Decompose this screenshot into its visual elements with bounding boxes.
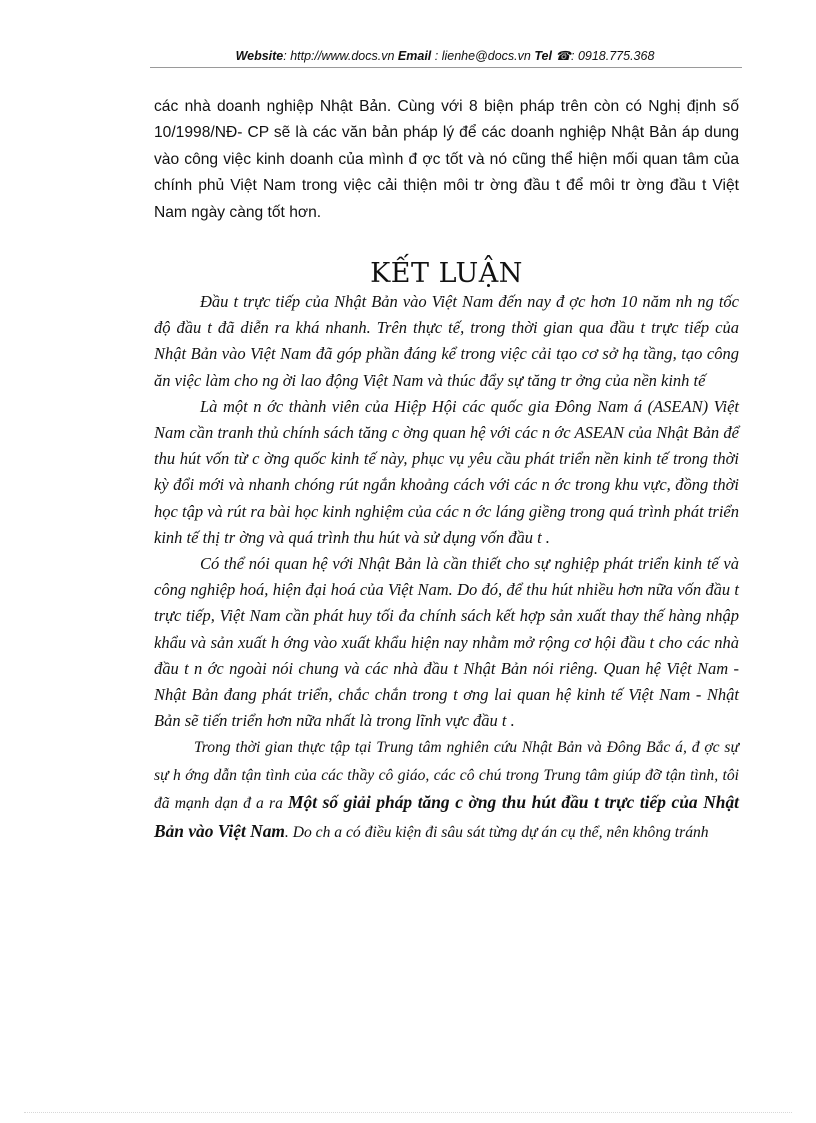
intro-paragraph: các nhà doanh nghiệp Nhật Bản. Cùng với 8 biện pháp trên còn có Nghị định số 10/1998/NĐ- CP sẽ là các văn bản pháp lý để các doanh nghiệp Nhật Bản áp dung vào công việc kinh doanh của mình đ ợc tốt và nó cũng thể hiện mối quan tâm của chính phủ Việt Nam trong việc cải thiện môi tr ờng đầu t để môi tr ờng đầu t Việt Nam ngày càng tốt hơn.: [154, 98, 739, 221]
website-label: Website: [235, 49, 284, 63]
tel-label: Tel: [534, 49, 552, 63]
tel-number: : 0918.775.368: [571, 49, 655, 63]
website-url[interactable]: : http://www.docs.vn: [283, 49, 395, 63]
conclusion-paragraph-3: Có thể nói quan hệ với Nhật Bản là cần thiết cho sự nghiệp phát triển kinh tế và công nghiệp hoá, hiện đại hoá của Việt Nam. Do đó, để thu hút nhiều hơn nữa vốn đầu t trực tiếp, Việt Nam cần phát huy tối đa chính sách kết hợp sản xuất thay thế hàng nhập khẩu và sản xuất h ớng vào xuất khẩu hiện nay nhằm mở rộng cơ hội đầu t cho các nhà đầu t n ớc ngoài nói chung và các nhà đầu t Nhật Bản nói riêng. Quan hệ Việt Nam - Nhật Bản đang phát triển, chắc chắn trong t ơng lai quan hệ kinh tế Việt Nam - Nhật Bản sẽ tiến triển hơn nữa nhất là trong lĩnh vực đầu t .: [154, 554, 739, 731]
paragraph-4-tail: . Do ch a có điều kiện đi sâu sát từng dự án cụ thể, nên không tránh: [284, 823, 709, 841]
conclusion-paragraph-2: Là một n ớc thành viên của Hiệp Hội các quốc gia Đông Nam á (ASEAN) Việt Nam cần tranh thủ chính sách tăng c ờng quan hệ với các n ớc ASEAN của Nhật Bản để thu hút vốn từ c ờng quốc kinh tế này, phục vụ yêu cầu phát triển nền kinh tế trong thời kỳ đổi mới và nhanh chóng rút ngắn khoảng cách với các n ớc trong khu vực, đồng thời học tập và rút ra bài học kinh nghiệm của các n ớc láng giềng trong quá trình phát triển kinh tế thị tr ờng và quá trình thu hút và sử dụng vốn đầu t .: [154, 396, 739, 547]
page-header: [150, 48, 740, 63]
thesis-title: Một số giải pháp tăng c ờng thu hút đầu t trực tiếp của Nhật Bản vào Việt Nam: [154, 792, 739, 841]
telephone-icon: ☎: [555, 49, 571, 63]
conclusion-body: [154, 289, 739, 846]
conclusion-paragraph-1: Đầu t trực tiếp của Nhật Bản vào Việt Nam đến nay đ ợc hơn 10 năm nh ng tốc độ đầu t đã diễn ra khá nhanh. Trên thực tế, trong thời gian qua đầu t trực tiếp của Nhật Bản vào Việt Nam đã góp phần đáng kể trong việc cải tạo cơ sở hạ tầng, tạo công ăn việc làm cho ng ời lao động Việt Nam và thúc đẩy sự tăng tr ởng của nền kinh tế: [154, 292, 739, 390]
email-label: Email: [397, 49, 432, 63]
email-address[interactable]: : lienhe@docs.vn: [431, 49, 531, 63]
header-divider: [150, 67, 742, 68]
conclusion-paragraph-4: [154, 734, 739, 846]
paragraph-4-text: Trong thời gian thực tập tại Trung tâm nghiên cứu Nhật Bản và Đông Bắc á, đ ợc sự sự h ớng dẫn tận tình của các thầy cô giáo, các cô chú trong Trung tâm giúp đỡ tận tình, tôi đã mạnh dạn đ a ra: [154, 739, 739, 813]
page-bottom-border: [24, 1112, 792, 1113]
section-title: KẾT LUẬN: [370, 258, 523, 289]
